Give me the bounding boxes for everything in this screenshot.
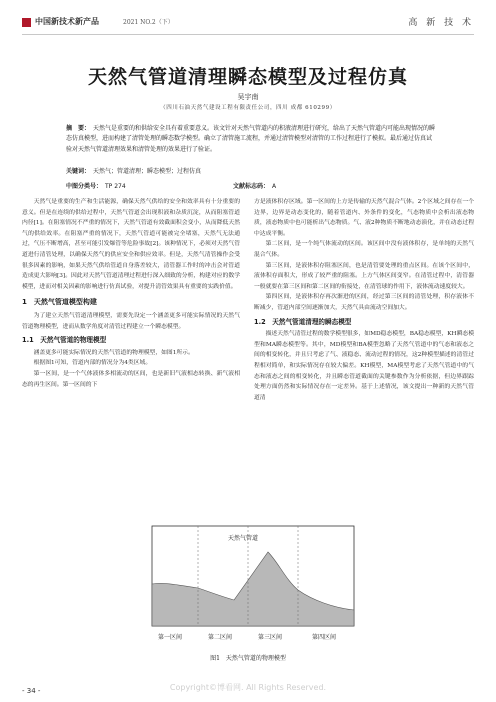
journal-name: 中国新技术新产品 — [35, 17, 99, 26]
paragraph: 天然气是重要的生产和生活能源，确保天然气供给的安全和效率具有十分重要的意义。但是在连续的供给过程中，天然气管道会出现积液和杂质沉淀，从而阻塞管道内径[1]。在阻塞情况不严重的情况下，天然气管道有效截面积会变小，从而降低天然气的供给效率。在阻塞严重的情况下，天然气管道可能被完全堵塞，天然气无法通过，气压不断增高，甚至可能引发爆管等危险事故[2]。该种情况下，必须对天然气管道进行清管处理，以确保天然气的供应安全和供应效率。但是，天然气清管操作会受很多因素的影响，如果天然气供给管道自身落差较大，清管器工作时的冲击会对管道造成更大影响[3]。因此对天然气管道清理过程进行深入细致的分析，构建对应的数学模型，进而对相关因素的影响进行仿真试验，对提升清管效果具有重要的实践价值。 — [22, 199, 240, 290]
body-column-right — [254, 197, 474, 403]
copyright-watermark: Copyright©博看网. All Rights Reserved. — [169, 683, 327, 692]
abstract — [66, 124, 436, 155]
doc-code: A — [272, 183, 277, 190]
section-name: 高 新 技 术 — [408, 18, 474, 28]
doc-code-label: 文献标志码： — [233, 183, 270, 190]
header-divider — [22, 34, 474, 35]
paragraph: 第二区间，是一个纯气体流动的区间。该区间中没有液体积存，是单纯的天然气混合气体。 — [254, 241, 474, 258]
journal-logo-mark — [22, 18, 31, 27]
paragraph: 为了建立天然气管道清理模型，需要先设定一个涵盖更多可能实际情况的天然气管道物理模型，进而从数学角度对清管过程建立一个瞬态模型。 — [22, 312, 240, 330]
pipeline-diagram — [148, 522, 358, 647]
article-title: 天然气管道清理瞬态模型及过程仿真 — [87, 66, 408, 88]
paragraph: 第四区间，是液体积存再次渐进的区间，经过第三区间的清管处理，积存液体不断减少，管道内部空间逐渐加大，天然气具由流动空间加大。 — [254, 294, 474, 311]
body-column-left — [22, 197, 240, 390]
subsection-heading-1-2: 1.2 天然气管道清理的瞬态模型 — [254, 317, 352, 326]
clc-code: TP 274 — [105, 183, 126, 190]
subsection-heading-1-1: 1.1 天然气管道的物理模型 — [22, 336, 107, 345]
journal-header — [22, 16, 474, 30]
classification-line — [66, 181, 436, 190]
keywords — [66, 167, 436, 177]
paragraph: 方是液体积存区域。第一区间的上方是传输的天然气混合气体。2个区域之间存在一个边界，边界是动态变化的，随着管道内、外条件的变化，气态物质中会析出液态物质，液态物质中也可能析出气态物质。气、液2种物质不断地动态演化，并在动态过程中达成平衡。 — [254, 199, 474, 237]
paragraph: 第一区间，是一个气体液体多相流动的区间，也是新旧气液相态转换、新气液相态的再生区间。第一区间的下 — [22, 370, 240, 388]
author-name: 吴宇南 — [237, 93, 259, 101]
paragraph: 涵盖更多可能实际情况的天然气管道的物理模型，如图1所示。 — [33, 349, 194, 356]
abstract-label: 摘 要： — [66, 125, 91, 132]
clc-label: 中图分类号： — [66, 183, 103, 190]
pipe-label: 天然气管道 — [228, 535, 259, 542]
section-heading-1: 1 天然气管道模型构建 — [22, 298, 97, 307]
region-label-4: 第四区间 — [312, 634, 337, 641]
journal-issue: 2021 NO.2（下） — [123, 19, 174, 26]
paragraph: 根据图1可知，管道内部的情况分为4类区域。 — [33, 360, 152, 367]
region-label-2: 第二区间 — [208, 634, 233, 641]
paragraph: 第三区间，是液体积存阻塞区间，也是清管要处理的重点区间。在该个区间中，液体积存面积大，形成了较严重的阻塞。上方气体区间变窄。在清管过程中，清管器一般就要在第三区间和第二区间的衔接处，在清管球的作用下，液体流动速度较大。 — [254, 262, 474, 290]
keywords-label: 关键词： — [66, 168, 91, 175]
figure-1 — [148, 522, 358, 647]
paragraph: 描述天然气清管过程的数学模型很多，如MD稳态模型，BA稳态模型，KH瞬态模型和MA瞬态模型等。其中，MD模型和BA模型忽略了天然气管道中的气态和液态之间的相变转化，并且只考虑了气、液稳态、流动过程的情况，这2种模型描述的清管过程相对简单，和实际情况存在较大偏差。KH模型，MA模型考虑了天然气管道中的气态和液态之间的相变转化，并且瞬态管道截面的关键参数作为分析依据，但边界跟踪处理方面仍然和实际情况存在一定差异。基于上述情况，该文提出一种新的天然气管道清 — [254, 331, 474, 401]
page-number: - 34 - — [22, 687, 41, 695]
abstract-text: 天然气是重要的和供给安全具有着重要意义。该文针对天然气管道内的积液清理进行研究，给出了天然气管道内可能出现情况的瞬态仿真模型，进而构建了清管处理的瞬态数学模型。确立了清管施工流程，并通过清管模型对清管的工作过程进行了模拟。最后通过仿真试验对天然气管道清理效果和清管处理的效果进行了验证。 — [66, 125, 436, 153]
region-label-1: 第一区间 — [158, 634, 183, 641]
keywords-text: 天然气；管道清理；瞬态模型；过程仿真 — [93, 168, 202, 175]
region-label-3: 第三区间 — [258, 634, 283, 641]
author-affiliation: （四川石油天然气建设工程有限责任公司，四川 成都 610299） — [160, 105, 336, 111]
figure-caption: 图1 天然气管道的物理模型 — [210, 655, 286, 662]
